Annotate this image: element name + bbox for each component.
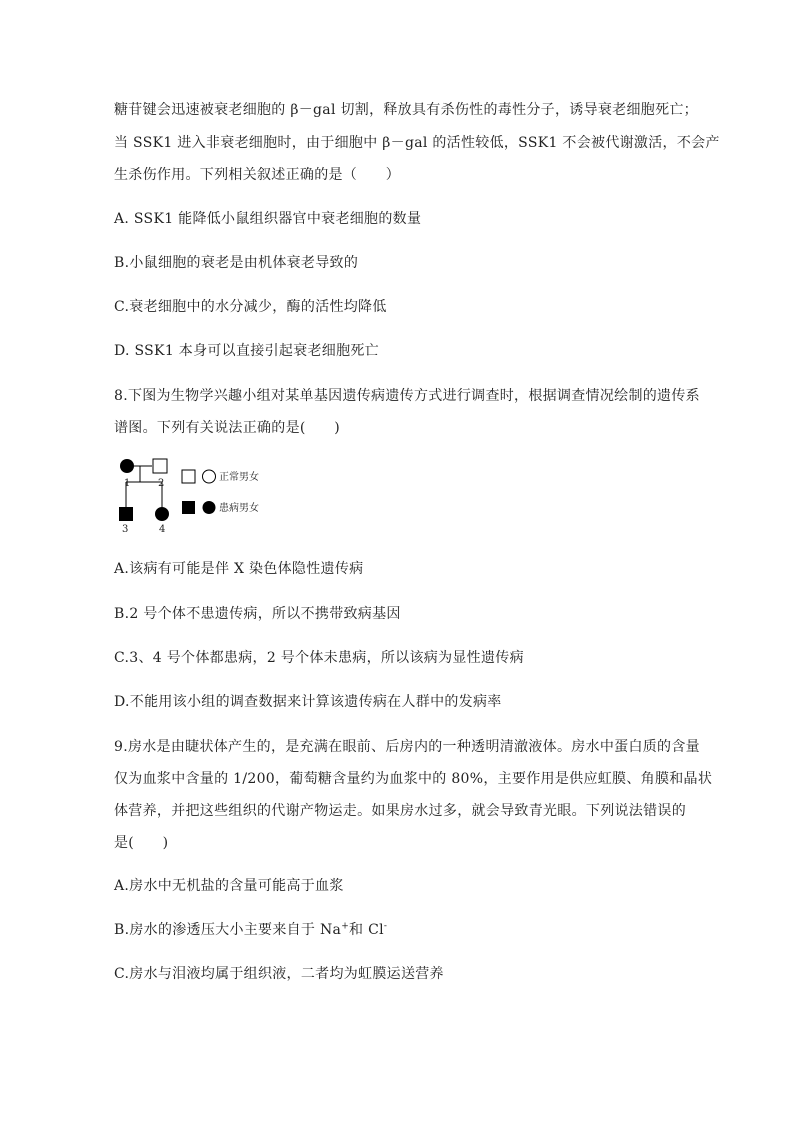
individual-1-label: 1 — [124, 478, 131, 489]
option-a: A. SSK1 能降低小鼠组织器官中衰老细胞的数量 — [114, 211, 422, 227]
question-9-stem: 是( ) — [114, 835, 169, 851]
question-9-stem: 体营养，并把这些组织的代谢产物运走。如果房水过多，就会导致青光眼。下列说法错误的 — [114, 803, 686, 819]
question-8-stem: 谱图。下列有关说法正确的是( ) — [114, 420, 341, 436]
option-c: C.衰老细胞中的水分减少，酶的活性均降低 — [114, 299, 387, 315]
option-c: C.房水与泪液均属于组织液，二者均为虹膜运送营养 — [114, 966, 444, 982]
option-b: B.2 号个体不患遗传病，所以不携带致病基因 — [114, 606, 401, 622]
text-line: 当 SSK1 进入非衰老细胞时，由于细胞中 β－gal 的活性较低，SSK1 不会被代谢激活，不会产 — [114, 135, 720, 151]
individual-4-affected-female — [155, 507, 169, 521]
option-a: A.该病有可能是伴 X 染色体隐性遗传病 — [114, 561, 364, 577]
option-a: A.房水中无机盐的含量可能高于血浆 — [114, 878, 344, 894]
question-9-stem: 仅为血浆中含量的 1/200，葡萄糖含量约为血浆中的 80%，主要作用是供应虹膜、角膜和晶状 — [114, 771, 713, 787]
legend-affected-female-icon — [203, 501, 216, 514]
question-8-stem: 8.下图为生物学兴趣小组对某单基因遗传病遗传方式进行调查时，根据调查情况绘制的遗传系 — [114, 388, 700, 404]
individual-3-label: 3 — [122, 524, 129, 535]
legend-normal-label: 正常男女 — [219, 472, 259, 483]
legend-affected-label: 患病男女 — [219, 503, 259, 514]
sodium-charge: + — [341, 921, 350, 932]
question-9-stem: 9.房水是由睫状体产生的，是充满在眼前、后房内的一种透明清澈液体。房水中蛋白质的含量 — [114, 739, 700, 755]
option-b-text: B.房水的渗透压大小主要来自于 Na — [114, 922, 342, 938]
option-b-text-2: 和 Cl — [349, 922, 384, 938]
chloride-charge: - — [383, 921, 388, 932]
individual-2-normal-male — [153, 459, 167, 473]
individual-4-label: 4 — [159, 524, 166, 535]
option-b — [114, 920, 694, 940]
legend-normal-female-icon — [203, 470, 216, 483]
text-line: 糖苷键会迅速被衰老细胞的 β－gal 切割，释放具有杀伤性的毒性分子，诱导衰老细胞死亡； — [114, 102, 698, 118]
individual-2-label: 2 — [158, 478, 165, 489]
text-line: 生杀伤作用。下列相关叙述正确的是（ ） — [114, 167, 400, 183]
individual-1-affected-female — [120, 459, 134, 473]
legend-affected-male-icon — [182, 501, 195, 514]
legend-normal-male-icon — [182, 470, 195, 483]
option-d: D.不能用该小组的调查数据来计算该遗传病在人群中的发病率 — [114, 694, 502, 710]
option-d: D. SSK1 本身可以直接引起衰老细胞死亡 — [114, 343, 379, 359]
individual-3-affected-male — [119, 507, 133, 521]
option-b: B.小鼠细胞的衰老是由机体衰老导致的 — [114, 255, 359, 271]
pedigree-chart — [112, 456, 282, 538]
option-c: C.3、4 号个体都患病，2 号个体未患病，所以该病为显性遗传病 — [114, 650, 524, 666]
